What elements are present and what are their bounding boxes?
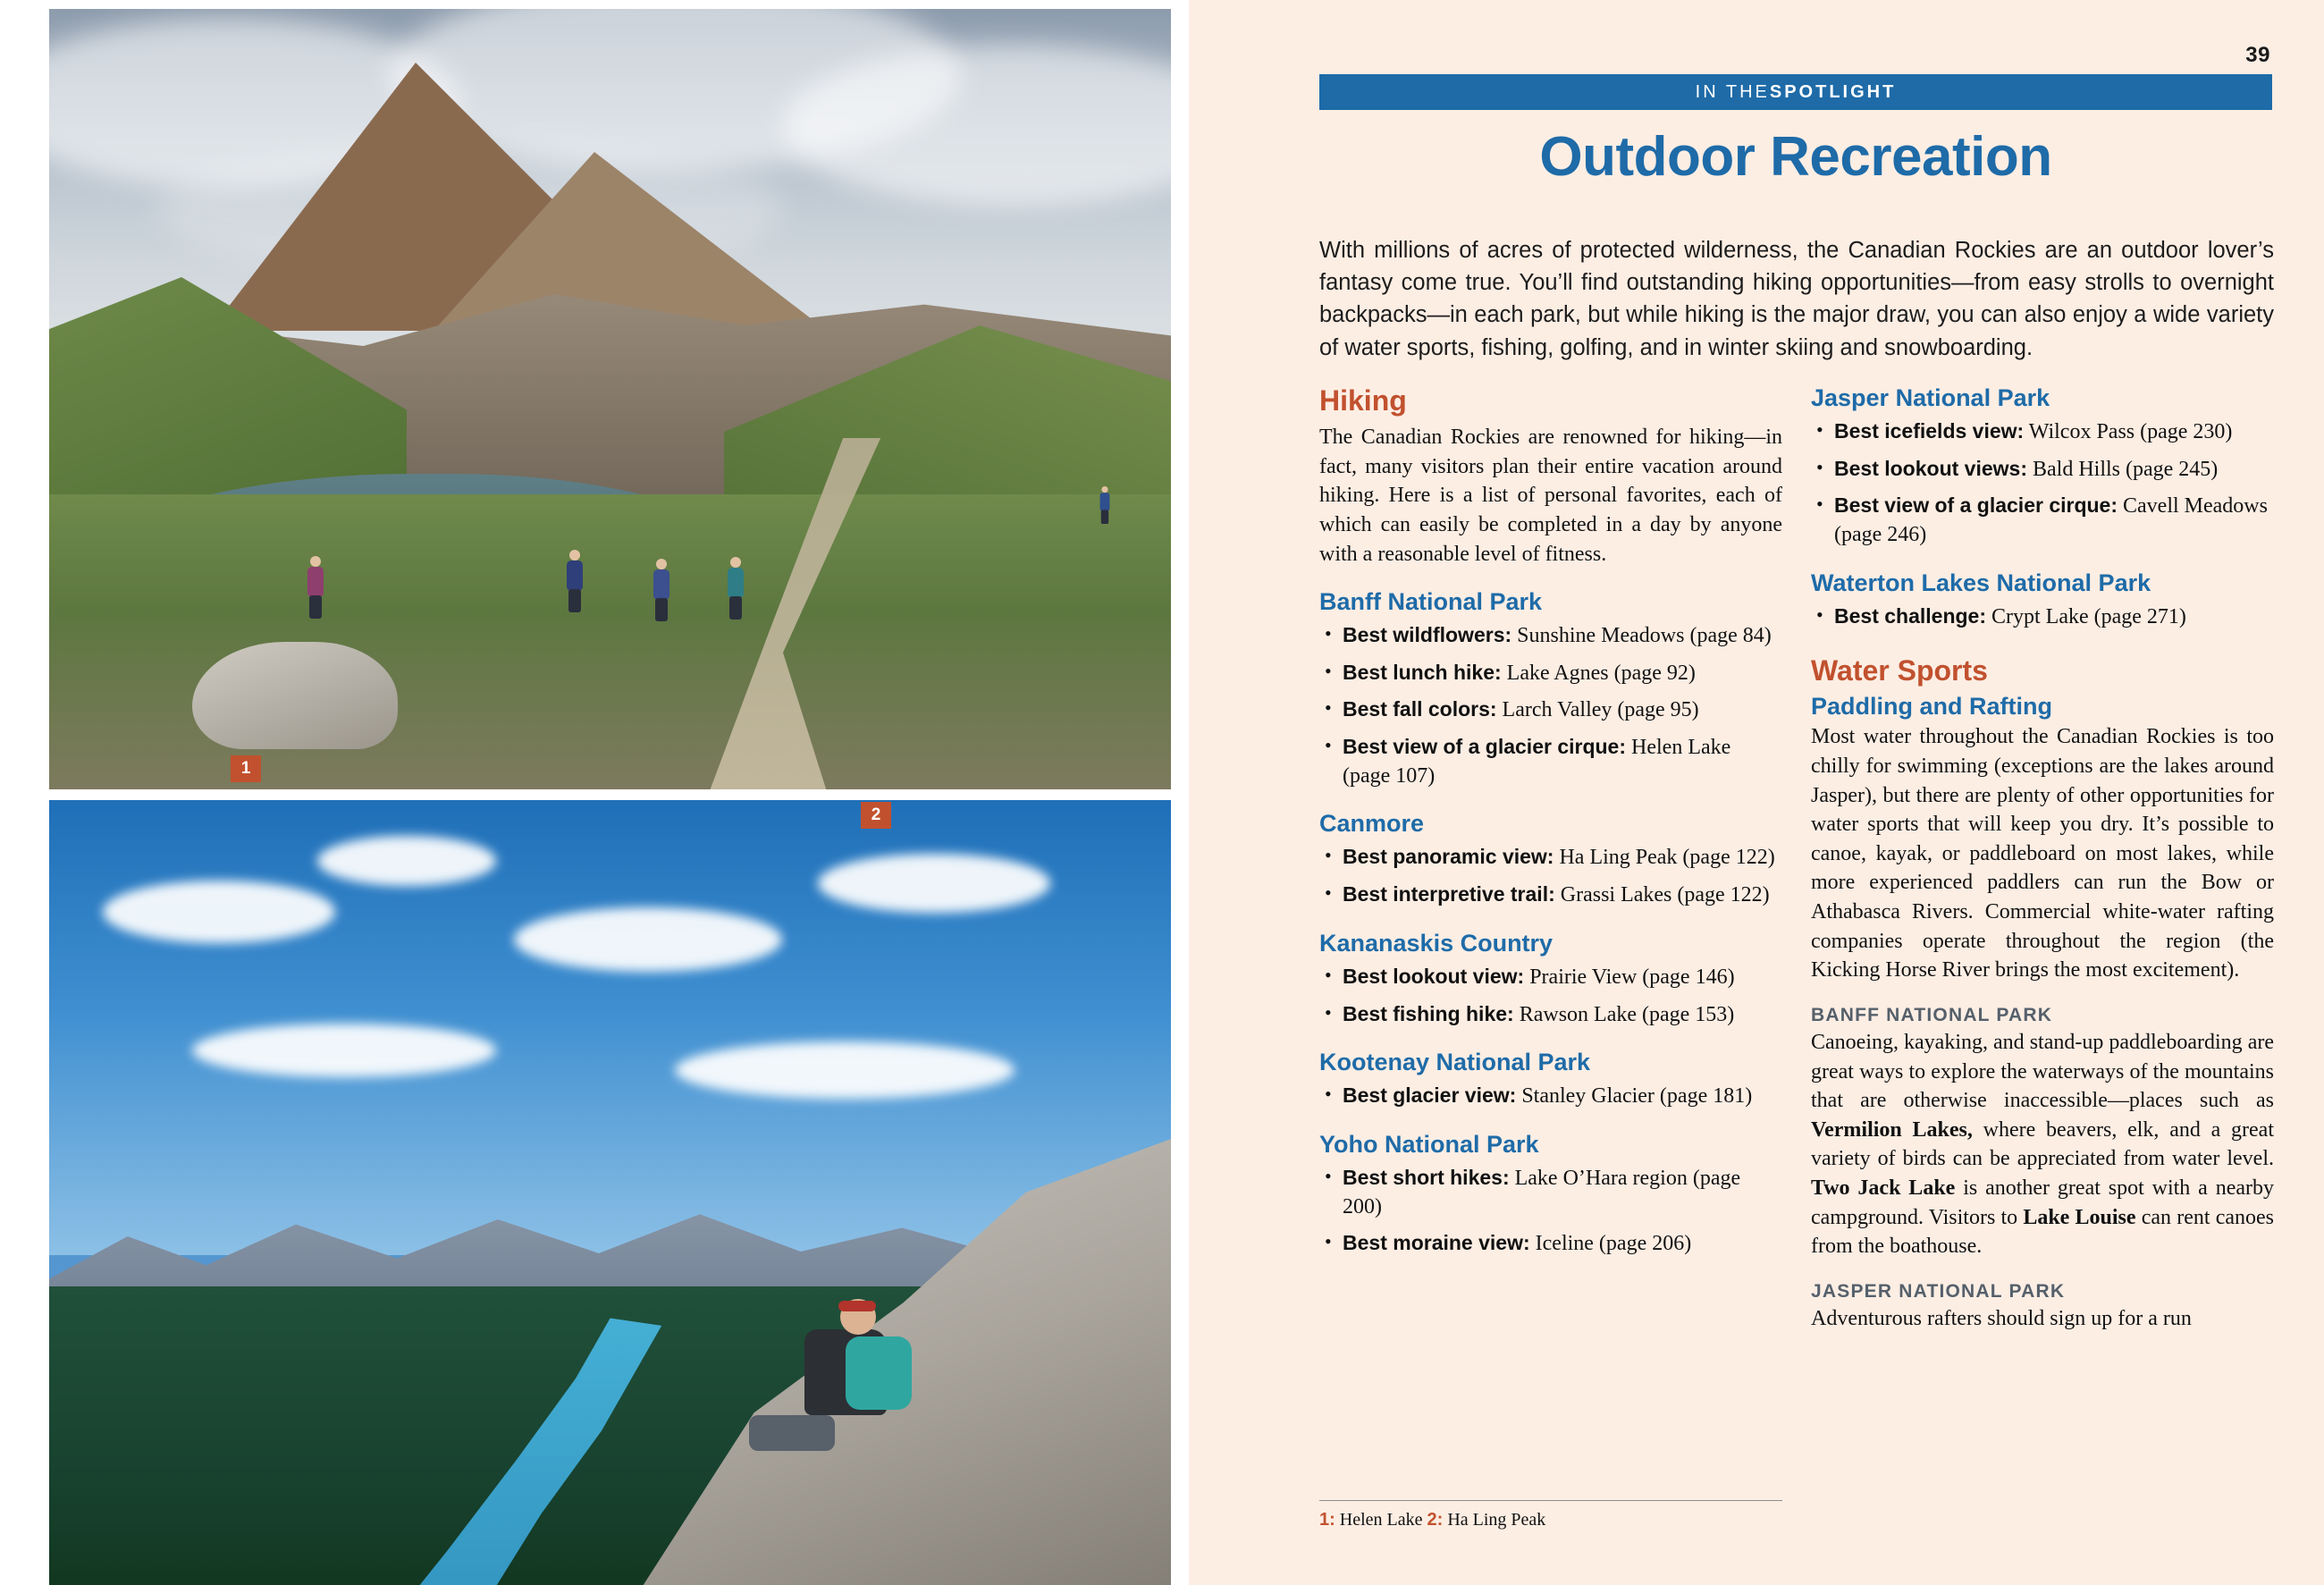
subsection-heading-paddling: Paddling and Rafting [1811,693,2052,721]
bullet-value: Wilcox Pass (page 230) [2024,420,2233,443]
list-item [1319,881,1782,910]
bullet-value: Ha Ling Peak (page 122) [1554,846,1775,870]
spotlight-kicker [1319,74,2272,110]
list-item [1319,696,1782,725]
cloud-shape [514,907,782,972]
park-heading-jasper: Jasper National Park [1811,384,2050,411]
bullet-value: Grassi Lakes (page 122) [1554,883,1770,907]
banff-bold-lake-louise: Lake Louise [2023,1205,2136,1229]
bullet-value: Stanley Glacier (page 181) [1516,1084,1753,1109]
bullet-label: Best fishing hike: [1343,1001,1514,1025]
cloud-shape [103,881,335,943]
bullet-label: Best lookout view: [1343,964,1525,988]
banff-bold-two-jack: Two Jack Lake [1811,1176,1956,1201]
cloud-shape [192,1024,496,1077]
park-heading-kootenay: Kootenay National Park [1319,1049,1591,1076]
bullet-value: Cavell Meadows (page 246) [1834,494,2268,547]
bullet-value: Crypt Lake (page 271) [1986,604,2186,628]
section-heading-hiking: Hiking [1319,384,1407,417]
bullet-value: Helen Lake (page 107) [1343,736,1731,788]
section-heading-water-sports: Water Sports [1811,654,1988,687]
hiker-backpack [846,1336,912,1410]
photo-ha-ling-peak [49,800,1171,1585]
page-number: 39 [2245,43,2270,67]
list-waterton [1811,603,2274,632]
list-yoho [1319,1164,1782,1259]
list-item [1319,963,1782,992]
cloud-shape [317,836,496,886]
list-item [1811,492,2274,549]
bullet-value: Larch Valley (page 95) [1496,698,1699,722]
kicker-light-text: IN THE [1695,81,1770,102]
jasper-water-paragraph: Adventurous rafters should sign up for a run [1811,1306,2192,1330]
bullet-label: Best wildflowers: [1343,623,1512,647]
bullet-value: Prairie View (page 146) [1524,965,1735,989]
bullet-value: Lake Agnes (page 92) [1501,661,1696,685]
list-canmore [1319,843,1782,909]
article-column [1189,0,2324,1585]
hiker-figure [563,550,586,612]
bullet-value: Bald Hills (page 245) [2026,457,2219,481]
banff-water-paragraph [1811,1028,2274,1261]
bullet-value: Sunshine Meadows (page 84) [1511,624,1772,648]
paddling-paragraph: Most water throughout the Canadian Rockies is too chilly for swimming (exceptions are the lakes around Jasper), but there are plenty of other opportunities for water sports that will keep you dry. It’s possible to canoe, kayak, or paddleboard on most lakes, while more experienced paddlers can run the Bow or Athabasca Rivers. Commercial white-water rafting companies operate throughout the region (the Kicking Horse River brings the most excitement). [1811,725,2274,982]
credit-number-1: 1: [1319,1510,1335,1530]
bullet-label: Best panoramic view: [1343,845,1554,869]
bullet-label: Best short hikes: [1343,1165,1510,1189]
foreground-boulder [192,642,398,749]
bullet-label: Best lunch hike: [1343,660,1502,684]
banff-text-1: Canoeing, kayaking, and stand-up paddleboarding are great ways to explore the waterways of the mountains that are otherwise inaccessible—places such as [1811,1030,2274,1113]
hiker-figure [304,556,327,619]
cloud-shape [675,1041,1015,1099]
list-jasper [1811,417,2274,550]
bullet-label: Best interpretive trail: [1343,882,1555,906]
list-item [1319,1082,1782,1111]
list-item [1811,455,2274,485]
list-kootenay [1319,1082,1782,1111]
park-heading-waterton: Waterton Lakes National Park [1811,569,2151,596]
list-item [1811,417,2274,447]
bullet-label: Best challenge: [1834,603,1986,628]
photo-helen-lake [49,9,1171,789]
hiking-intro: The Canadian Rockies are renowned for hiking—in fact, many visitors plan their entire vacation around hiking. Here is a list of personal favorites, each of which can easily be completed in a day by anyone with a reasonable level of fitness. [1319,426,1782,566]
bullet-label: Best moraine view: [1343,1231,1530,1255]
hiker-figure [650,559,673,621]
hiker-headband [838,1301,876,1311]
mountain-peak-secondary [434,152,827,331]
column-left [1319,384,1782,1538]
banff-text-4: can rent canoes from the boathouse. [1811,1205,2275,1259]
list-item [1319,621,1782,651]
kicker-bold-text: SPOTLIGHT [1769,81,1897,102]
bullet-label: Best lookout views: [1834,456,2027,480]
photo-number-1: 1 [231,755,261,782]
credit-text-1: Helen Lake [1335,1510,1427,1530]
bullet-value: Rawson Lake (page 153) [1513,1002,1735,1026]
list-item [1319,1164,1782,1221]
smallcaps-heading-banff: BANFF NATIONAL PARK [1811,1004,2053,1025]
hiker-figure-distant [1098,486,1112,524]
list-item [1319,843,1782,873]
bullet-label: Best icefields view: [1834,419,2025,443]
list-item [1811,603,2274,632]
page-title: Outdoor Recreation [1539,126,2052,188]
banff-text-2: where beavers, elk, and a great variety of birds can be appreciated from water level. [1811,1117,2274,1171]
hiker-figure [724,557,747,620]
list-item [1319,1000,1782,1030]
photo-number-2: 2 [861,802,891,829]
bullet-label: Best fall colors: [1343,697,1497,721]
list-item [1319,733,1782,790]
intro-paragraph: With millions of acres of protected wilderness, the Canadian Rockies are an outdoor lover’s fantasy come true. You’ll find outstanding hiking opportunities—from easy strolls to overnight backpacks—in each park, but while hiking is the major draw, you can also enjoy a wide variety of water sports, fishing, golfing, and in winter skiing and snowboarding. [1319,238,2274,360]
list-banff [1319,621,1782,790]
credit-number-2: 2: [1427,1510,1444,1530]
list-kananaskis [1319,963,1782,1029]
banff-bold-vermilion: Vermilion Lakes, [1811,1117,1973,1142]
list-item [1319,1229,1782,1259]
bullet-label: Best view of a glacier cirque: [1343,735,1627,759]
bullet-label: Best glacier view: [1343,1083,1517,1108]
photo-credit [1319,1500,1782,1530]
column-right [1811,384,2274,1538]
foreground-meadow [49,494,1171,789]
park-heading-banff: Banff National Park [1319,588,1543,616]
two-column-body [1319,384,2274,1538]
credit-text-2: Ha Ling Peak [1443,1510,1546,1530]
park-heading-canmore: Canmore [1319,810,1425,838]
park-heading-yoho: Yoho National Park [1319,1130,1539,1158]
banff-text-3: is another great spot with a nearby campground. Visitors to [1811,1176,2275,1229]
cloud-shape [818,854,1050,913]
park-heading-kananaskis: Kananaskis Country [1319,929,1554,957]
list-item [1319,659,1782,688]
bullet-label: Best view of a glacier cirque: [1834,493,2118,518]
hiker-legs [749,1415,835,1451]
bullet-value: Lake O’Hara region (page 200) [1343,1166,1741,1218]
smallcaps-heading-jasper: JASPER NATIONAL PARK [1811,1280,2066,1302]
bullet-value: Iceline (page 206) [1529,1232,1692,1256]
